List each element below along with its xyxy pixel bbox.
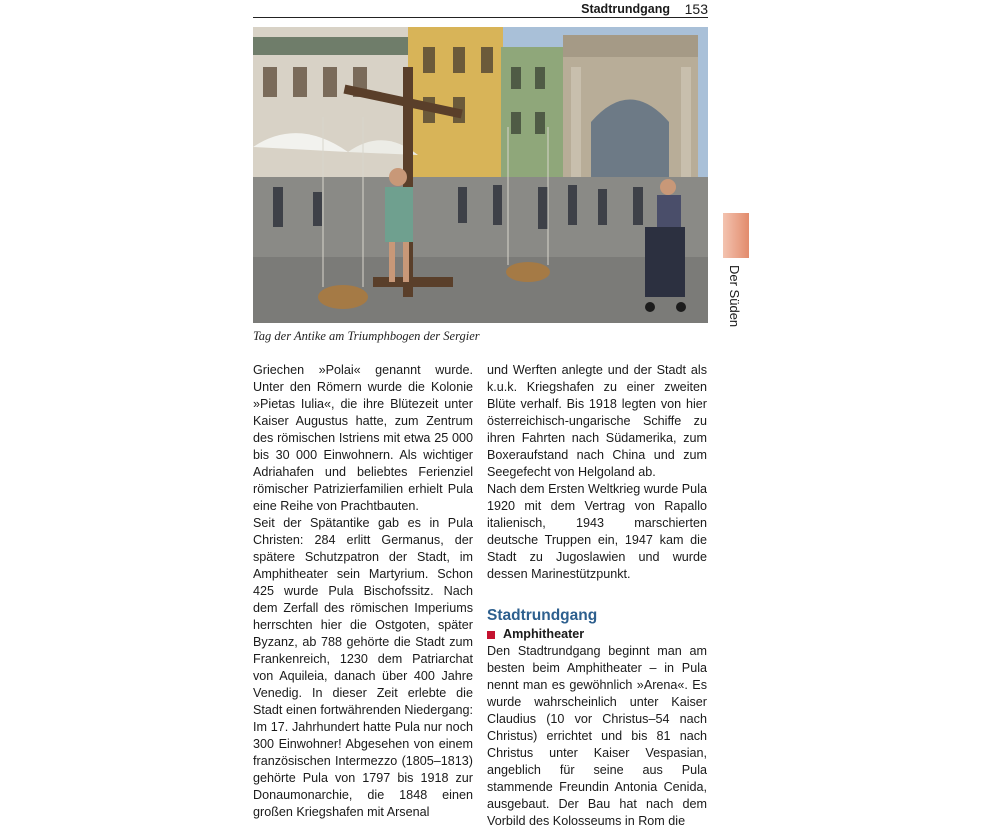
text-column-left [253,362,473,821]
running-header [253,0,708,18]
section-heading: Stadtrundgang [487,607,598,624]
paragraph: und Werften anlegte und der Stadt als k.u.k. Kriegshafen zu einer zweiten Blüte verhalf. Bis 1918 legten von hier österreichisch-ungarische Schiffe zu ihren Fahrten nach Südamerika, zum Boxeraufstand nach China und zum Seegefecht von Helgoland ab. [487,363,707,479]
page-number: 153 [684,1,708,17]
chapter-tab [723,213,749,258]
header-title: Stadtrundgang [581,2,670,16]
paragraph: Den Stadtrundgang beginnt man am besten beim Amphitheater – in Pula nennt man es gewöhnlich »Arena«. Es wurde wahrscheinlich unter Kaiser Claudius (10 vor Christus–54 nach Christus) errichtet und bis 81 nach Christus unter Kaiser Vespasian, angeblich für seine aus Pula stammende Freundin Antonia Cenida, ausgebaut. Der Bau hat nach dem Vorbild des Kolosseums in Rom die [487,644,707,828]
text-column-right [487,362,707,830]
sub-heading-label: Amphitheater [503,627,585,641]
figure-caption: Tag der Antike am Triumphbogen der Sergier [253,329,480,343]
photo-triumphal-arch [253,27,708,323]
sub-heading [487,626,707,643]
paragraph: Seit der Spätantike gab es in Pula Christen: 284 erlitt Germanus, der spätere Schutzpatron der Stadt, im Amphitheater sein Martyrium. Schon 425 wurde Pula Bischofssitz. Nach dem Zerfall des römischen Imperiums herrschten hier die Ostgoten, später Byzanz, ab 788 gehörte die Stadt zum Frankenreich, 1230 dem Patriarchat von Aquileia, danach über 400 Jahre Venedig. In dieser Zeit erlebte die Stadt einen fortwährenden Niedergang: Im 17. Jahrhundert hatte Pula nur noch 300 Einwohner! Abgesehen von einem französischen Intermezzo (1805–1813) gehörte Pula von 1797 bis 1918 zur Donaumonarchie, die 1848 einen großen Kriegshafen mit Arsenal [253,516,473,819]
paragraph: Griechen »Polai« genannt wurde. Unter den Römern wurde die Kolonie »Pietas Iulia«, die ihre Blütezeit unter Kaiser Augustus hatte, zum Zentrum des römischen Istriens mit etwa 25 000 bis 30 000 Einwohnern. Als wichtiger Adriahafen und beliebtes Ferienziel römischer Patrizierfamilien erhielt Pula eine Reihe von Prachtbauten. [253,363,473,513]
chapter-label: Der Süden [727,265,742,328]
square-bullet-icon [487,631,495,639]
paragraph: Nach dem Ersten Weltkrieg wurde Pula 1920 mit dem Vertrag von Rapallo italienisch, 1943 marschierten deutsche Truppen ein, 1947 kam die Stadt zu Jugoslawien und wurde dessen Marinestützpunkt. [487,482,707,581]
